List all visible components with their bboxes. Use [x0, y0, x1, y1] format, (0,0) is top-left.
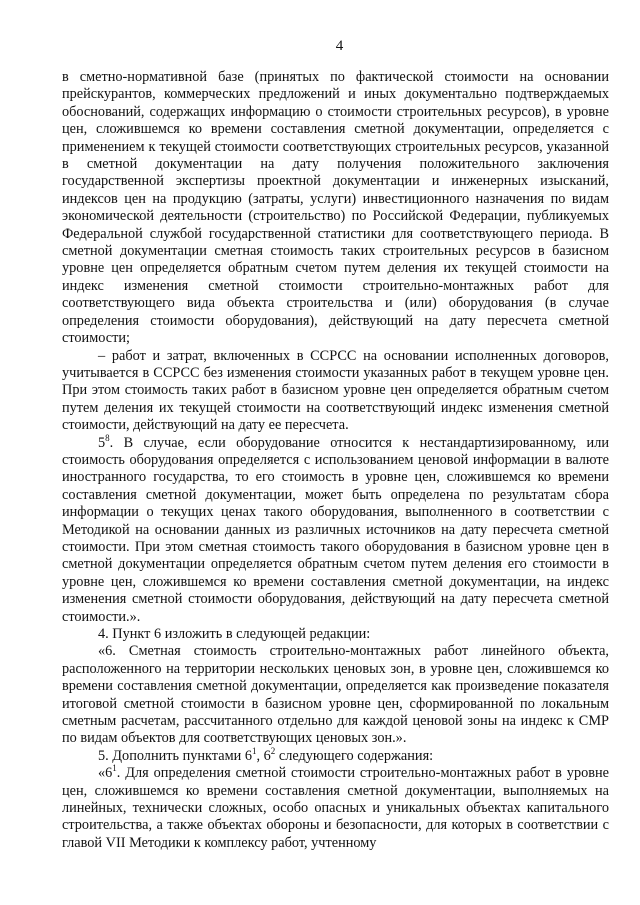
- page-number: 4: [335, 38, 344, 54]
- paragraph: $5^8$. В случае, если оборудование относится к нестандартизированному, или стоимость оборудования определяется с использованием ценовой информации в валюте иностранного государства, то его стоимость в уровне цен, сложившемся ко времени составления сметной документации, может быть определена по результатам сбора информации о текущих ценах такого оборудования, выполненного в соответствии с Методикой на основании данных из различных источников на дату пересчета сметной стоимости. При этом сметная стоимость такого оборудования в базисном уровне цен в сметной документации определяется обратным счетом путем деления его стоимости в уровне цен, сложившемся ко времени составления сметной документации, на индекс изменения сметной стоимости оборудования, действующий на дату пересчета сметной стоимости.».: [62, 432, 609, 625]
- document-body: [62, 69, 609, 852]
- paragraph: 5. Дополнить пунктами $6^1$, $6^2$ следующего содержания:: [98, 746, 434, 764]
- paragraph: 4. Пункт 6 изложить в следующей редакции:: [98, 626, 371, 642]
- paragraph: «6. Сметная стоимость строительно-монтажных работ линейного объекта, расположенного на территории нескольких ценовых зон, в уровне цен, сложившемся ко времени составления сметной документации, определяется как произведение показателя итоговой сметной стоимости в базисном уровне цен, сформированной по локальным сметным расчетам, рассчитанного отдельно для каждой ценовой зоны на индекс к СМР по видам объектов для соответствующих ценовых зон.».: [62, 643, 609, 747]
- paragraph: – работ и затрат, включенных в ССРСС на основании исполненных договоров, учитывается в ССРСС без изменения стоимости указанных работ в текущем уровне цен. При этом стоимость таких работ в базисном уровне цен определяется обратным счетом путем деления их текущей стоимости на соответствующий индекс изменения сметной стоимости, действующий на дату ее пересчета.: [62, 347, 609, 434]
- paragraph: в сметно-нормативной базе (принятых по фактической стоимости на основании прейскурантов, коммерческих предложений и иных документально подтверждаемых обоснований, содержащих информацию о стоимости строительных ресурсов), в уровне цен, сложившемся ко времени составления сметной документации, определяется с применением к текущей стоимости соответствующих строительных ресурсов, указанной в сметной документации на дату получения положительного заключения государственной экспертизы проектной документации и инженерных изысканий, индексов цен на продукцию (затраты, услуги) инвестиционного назначения по видам экономической деятельности (строительство) по Российской Федерации, публикуемых Федеральной службой государственной статистики для соответствующего периода. В сметной документации сметная стоимость таких строительных ресурсов в базисном уровне цен определяется обратным счетом путем деления их текущей стоимости на индекс изменения сметной стоимости строительно-монтажных работ для соответствующего вида объекта строительства и (или) оборудования (в случае определения стоимости оборудования), действующий на дату пересчета сметной стоимости;: [62, 69, 609, 347]
- paragraph: «$6^1$. Для определения сметной стоимости строительно-монтажных работ в уровне цен, сложившемся ко времени составления сметной документации, выполняемых на линейных, технически сложных, особо опасных и уникальных объектах капитального строительства, а также объектах обороны и безопасности, для которых в соответствии с главой VII Методики к комплексу работ, учтенному: [62, 763, 609, 851]
